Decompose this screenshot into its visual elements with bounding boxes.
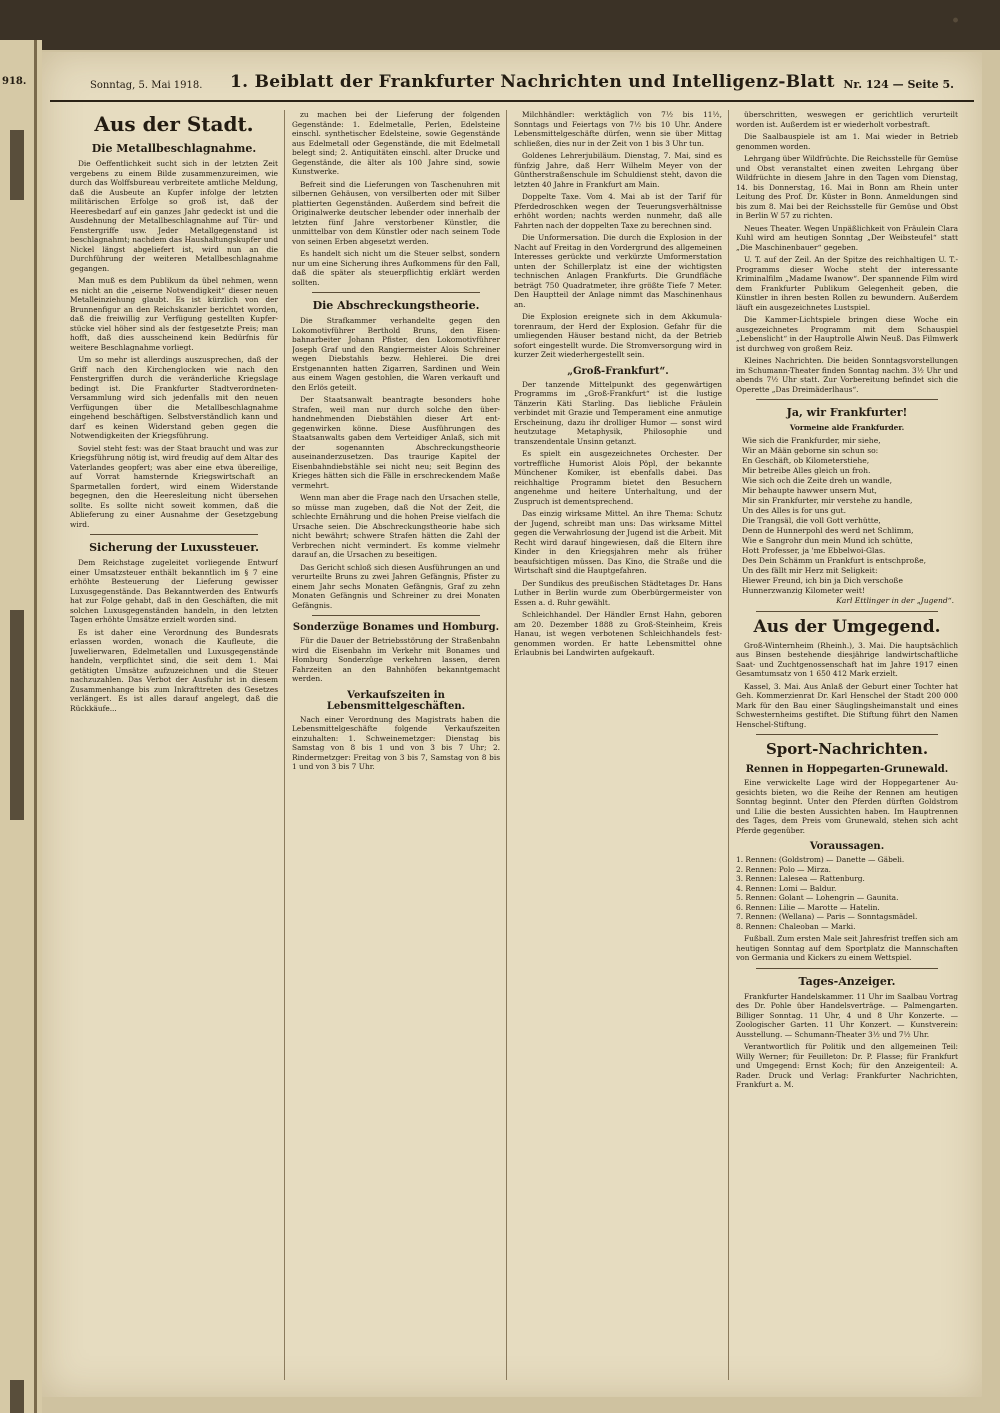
- supplement-title: 1. Beiblatt der Frankfurter Nachrichten und Intelligenz-Blatt: [230, 72, 835, 92]
- poem-line: Die Trangsäl, die voll Gott verhütte,: [742, 515, 881, 525]
- paragraph: Die Strafkammer verhandelte gegen den Lokomotivführer Berthold Bruns, den Eisenbahnarbeiter Johann Pfister, den Lokomotivführer Joseph Graf und den Rangiermeister Alois Schreiner wegen Diebstahls bezw. Hehlerei. Die drei Erstgenannten hatten Zigarren, Sardinen und Wein aus einem Wagen gestohlen, die Waren verkauft und den Erlös geteilt.: [292, 316, 500, 392]
- column-1: [70, 110, 278, 1380]
- poem-line: Wie sich och die Zeite dreh un wandle,: [742, 475, 892, 485]
- paragraph: Wenn man aber die Frage nach den Ursachen stelle, so müsse man zugeben, daß die Not der Zeit, die schlechte Ernährung und die hohen Preise vielfach die Ursache seien. Die Abschreckungstheorie habe sich nicht bewährt; schwere Strafen hätten die Zahl der Verbrechen nicht vermindert. Es komme vielmehr darauf an, die Ursachen zu beseitigen.: [292, 493, 500, 559]
- race-tip: 2. Rennen: Polo — Mirza.: [736, 864, 831, 874]
- paragraph: Befreit sind die Lieferungen von Taschenuhren mit silbernen Gehäusen, von versilberten oder mit Silber plattierten Gegenständen. Außerdem sind befreit die Originalwerke deutscher lebender oder innerhalb der letzten fünf Jahre verstorbener Künstler, die unmittelbar von dem Künstler oder nach seinem Tode von seinen Erben abgesetzt werden.: [292, 179, 500, 246]
- issue-date: Sonntag, 5. Mai 1918.: [90, 80, 203, 91]
- race-tip: 4. Rennen: Lomi — Baldur.: [736, 883, 837, 893]
- previous-page-ornament: [10, 1380, 24, 1413]
- poem-line: Hott Professer, ja 'me Ebbelwoi-Glas.: [742, 545, 886, 555]
- poem-line: Hunnerzwanzig Kilometer weit!: [742, 585, 865, 595]
- divider: [756, 399, 938, 400]
- masthead: [50, 70, 974, 102]
- column-4: [736, 110, 958, 1380]
- paragraph: U. T. auf der Zeil. An der Spitze des reichhaltigen U. T.-Programms dieser Woche steht der interessante Kriminalfilm „Madame Iwanow“. Der spannende Film wird dem Frankfurter Publikum Gelegenheit geben, die Künstler in ihren besten Rollen zu bewundern. Außerdem läuft ein ausgezeichnetes Lustspiel.: [736, 255, 958, 312]
- paragraph: Der tanzende Mittelpunkt des gegenwärtigen Programms im „Groß-Frankfurt“ ist die lustige Tänzerin Käti Starling. Das liebliche Fräulein verbindet mit Grazie und Temperament eine anmutige Erscheinung, dazu ihr drolliger Humor — sonst wird heutzutage Metaphysik, Philosophie und transzendentale Unsinn getanzt.: [514, 379, 722, 446]
- column-rule: [728, 110, 729, 1380]
- paragraph: Die Oeffentlichkeit sucht sich in der letzten Zeit vergebens zu einem Bilde zusammenzureimen, wie durch das Wolffsbureau verbreitete amtliche Meldung, daß die Ausbeute an Kupfer infolge der letzten militärischen Erfolge so groß ist, daß der Heeresbedarf auf ein ganzes Jahr gedeckt ist und die Ausdehnung der Metallbeschlagnahme auf Tür- und Fenstergriffe usw. Jeder Metallgegenstand ist beschlagnahmt; nachdem das Haushaltungskupfer und Nickel längst abgeliefert ist, wird nun an die Durchführung der weiteren Metallbeschlagnahme gegangen.: [70, 159, 278, 273]
- article-title-abschreckung: Die Abschreckungstheorie.: [312, 299, 480, 312]
- paragraph: Fußball. Zum ersten Male seit Jahresfrist treffen sich am heutigen Sonntag auf dem Sportplatz die Mannschaften von Germania und Kickers zu einem Wettspiel.: [736, 934, 958, 962]
- poem-line: Wie e Sangrohr dun mein Mund ich schütte,: [742, 535, 913, 545]
- section-title-stadt: Aus der Stadt.: [94, 112, 254, 136]
- paragraph: Der Sundikus des preußischen Städtetages Dr. Hans Luther in Berlin wurde zum Oberbürgermeister von Essen a. d. Ruhr gewählt.: [514, 578, 722, 607]
- divider: [312, 615, 480, 616]
- paragraph: Der Staatsanwalt beantragte besonders hohe Strafen, weil man nur durch solche den überhandnehmenden Diebstählen dieser Art entgegenwirken könne. Diese Ausführungen des Staatsanwalts gaben dem Verteidiger Anlaß, sich mit der sogenannten Abschreckungstheorie auseinanderzusetzen. Das traurige Kapitel der Eisenbahndiebstähle sei nicht neu; seit Beginn des Krieges hätten sich die Fälle in erschreckendem Maße vermehrt.: [292, 395, 500, 490]
- paragraph: Frankfurter Handelskammer. 11 Uhr im Saalbau Vortrag des Dr. Pohle über Handelsverträge. — Palmengarten. Billiger Sonntag. 11 Uhr, 4 und 8 Uhr Konzerte. — Zoologischer Garten. 11 Uhr Konzert. — Kunstverein: Ausstellung. — Schumann-Theater 3½ und 7½ Uhr.: [736, 991, 958, 1039]
- poem-line: Wir an Mään geborne sin schun so:: [742, 445, 879, 455]
- poem-signature: Karl Ettlinger in der „Jugend“.: [836, 595, 954, 605]
- poem-title: Ja, wir Frankfurter!: [786, 406, 908, 419]
- divider: [756, 611, 938, 612]
- previous-page-ornament: [10, 610, 24, 820]
- subheading-gross-frankfurt: „Groß-Frankfurt“.: [567, 365, 669, 377]
- paragraph: zu machen bei der Lieferung der folgenden Gegenstände: 1. Edelmetalle, Perlen, Edelsteine einschl. synthetischer Edelsteine, sowie Gegenstände aus Edelmetall oder Gegenstände, die mit Edelmetall belegt sind; 2. Antiquitäten einschl. alter Drucke und Gegenstände, die älter als 100 Jahre sind, sowie Kunstwerke.: [292, 110, 500, 176]
- poem-line: Des Dein Schämm un Frankfurt is entschproße,: [742, 555, 927, 565]
- race-tip: 8. Rennen: Chaleoban — Marki.: [736, 921, 856, 931]
- paragraph: Für die Dauer der Betriebsstörung der Straßenbahn wird die Eisenbahn im Verkehr mit Bonames und Homburg Sonderzüge verkehren lassen, deren Fahrzeiten an den Bahnhöfen bekanntgemacht werden.: [292, 636, 500, 683]
- newspaper-page: [42, 52, 982, 1397]
- divider: [312, 292, 480, 293]
- section-title-umgegend: Aus der Umgegend.: [753, 616, 941, 637]
- column-3: [514, 110, 722, 1380]
- article-title-luxussteuer: Sicherung der Luxussteuer.: [89, 541, 259, 554]
- section-title-tages-anzeiger: Tages-Anzeiger.: [798, 974, 896, 988]
- subheading-sonderzuege: Sonderzüge Bonames und Homburg.: [292, 622, 500, 633]
- paragraph: Groß-Winternheim (Rheinh.), 3. Mai. Die hauptsächlich aus Binsen bestehende diesjährige landwirtschaftliche Saat- und Zuchtgenossenschaft hat im Jahre 1917 einen Gesamtumsatz von 1 650 412 Mark erzielt.: [736, 640, 958, 678]
- imprint: Verantwortlich für Politik und den allgemeinen Teil: Willy Werner; für Feuilleton: Dr. P. Flasse; für Frankfurt und Umgegend: Ernst Koch; für den Anzeigenteil: A. Rader. Druck und Verlag: Frankfurter Nachrichten, Frankfurt a. M.: [736, 1042, 958, 1089]
- poem-subtitle: Vormeine alde Frankfurder.: [789, 423, 905, 432]
- divider: [756, 968, 938, 969]
- previous-page-ornament: [10, 130, 24, 200]
- subheading-verkaufszeiten: Verkaufszeiten in Lebensmittelgeschäften.: [326, 689, 466, 712]
- poem-line: Un des Alles is for uns gut.: [742, 505, 846, 515]
- paragraph: Lehrgang über Wildfrüchte. Die Reichsstelle für Gemüse und Obst veranstaltet einen zweiten Lehrgang über Wildfrüchte in diesem Jahre in den Tagen vom Dienstag, 14. bis Donnerstag, 16. Mai in Bonn am Rhein unter Leitung des Prof. Dr. Küster in Bonn. Anmeldungen sind bis zum 8. Mai bei der Reichsstelle für Gemüse und Obst in Berlin W 57 zu richten.: [736, 154, 958, 220]
- poem-line: Mir behaupte hawwer unsern Mut,: [742, 485, 877, 495]
- race-tip: 6. Rennen: Lilie — Marotte — Hatelin.: [736, 902, 880, 912]
- poem-line: Hiewer Freund, ich bin ja Dich verschoße: [742, 575, 903, 585]
- paragraph: Es ist daher eine Verordnung des Bundesrats erlassen worden, wonach die Kaufleute, die Juwelierwaren, Edelmetallen und Luxusgegenstände handeln, verpflichtet sind, die seit dem 1. Mai getätigten Umsätze aufzuzeichnen und die Steuer nachzuzahlen. Das Verbot der Ausfuhr ist in diesem Zusammenhange bis zum Inkrafttreten des Gesetzes verlängert. Es ist alles darauf angelegt, daß die Rückkäufe...: [70, 627, 278, 713]
- subheading-voraussagen: Voraussagen.: [809, 841, 885, 852]
- divider: [90, 534, 258, 535]
- paragraph: Neues Theater. Wegen Unpäßlichkeit von Fräulein Clara Kuhl wird am heutigen Sonntag „Der Weibsteufel“ statt „Die Maschinenbauer“ gegeben.: [736, 223, 958, 252]
- paragraph: Die Unformersation. Die durch die Explosion in der Nacht auf Freitag in den Vordergrund des allgemeinen Interesses gerückte und verkürzte Umformerstation unten der Schillerplatz ist eine der wichtigsten technischen Anlagen Frankfurts. Die Grundfläche beträgt 750 Quadratmeter, ihre größte Tiefe 7 Meter. Den Hauptteil der Anlage nimmt das Maschinenhaus an.: [514, 233, 722, 309]
- paragraph: Um so mehr ist allerdings auszusprechen, daß der Griff nach den Kirchenglocken wie nach den Fenstergriffen durch die veränderliche Kriegslage bedingt ist. Die Frankfurter Stadtverordneten-Versammlung wird sich jedenfalls mit den neuen Verfügungen über die Metallbeschlagnahme eingehend beschäftigen. Selbstverständlich kann und darf es keinen Widerstand geben gegen die Notwendigkeiten der Kriegsführung.: [70, 355, 278, 440]
- poem-line: En Geschäft, ob Kilometerstiehe,: [742, 455, 870, 465]
- poem: [736, 436, 958, 596]
- section-title-sport: Sport-Nachrichten.: [765, 740, 929, 758]
- previous-page-header-fragment: 918.: [2, 76, 27, 87]
- paragraph: Milchhändler: werktäglich von 7½ bis 11½, Sonntags und Feiertags von 7½ bis 10 Uhr. Andere Lebensmittelgeschäfte dürfen, wenn sie über Mittag schließen, dies nur in der Zeit von 1 bis 3 Uhr tun.: [514, 110, 722, 148]
- paragraph: Die Saalbauspiele ist am 1. Mai wieder in Betrieb genommen worden.: [736, 132, 958, 151]
- paragraph: Es handelt sich nicht um die Steuer selbst, sondern nur um eine Sicherung ihres Aufkommens für den Fall, daß die später als steuerpflichtig erklärt werden sollten.: [292, 249, 500, 287]
- paragraph: Kleines Nachrichten. Die beiden Sonntagsvorstellungen im Schumann-Theater finden Sonntag nachm. 3½ Uhr und abends 7½ Uhr statt. Zur Vorbereitung befindet sich die Operette „Das Dreimäderlhaus“.: [736, 356, 958, 394]
- column-rule: [284, 110, 285, 1380]
- bleed-through-text: ·: [950, 6, 960, 36]
- paragraph: Doppelte Taxe. Vom 4. Mai ab ist der Tarif für Pferdedroschken wegen der Teuerungsverhältnisse erhöht worden; nachts werden nunmehr, daß alle Fahrten nach der doppelten Taxe zu berechnen sind.: [514, 192, 722, 230]
- race-tip: 5. Rennen: Golant — Lohengrin — Gaunita.: [736, 893, 899, 902]
- paragraph: Es spielt ein ausgezeichnetes Orchester. Der vortreffliche Humorist Alois Pöpl, der bekannte Münchener Komiker, ist ebenfalls dabei. Das reichhaltige Programm bietet den Besuchern angenehme und heitere Unterhaltung, und der Zuspruch ist dementsprechend.: [514, 449, 722, 506]
- paragraph: Man muß es dem Publikum da übel nehmen, wenn es nicht an die „eiserne Notwendigkeit“ dieser neuen Metalleinziehung glaubt. Es ist kürzlich von der Brunnenfigur an den Reichskanzler berichtet worden, daß die freiwillig zur Verfügung gestellten Kupferstücke viel höher sind als der festgesetzte Preis; man hofft, daß dies ausscheinend kein Bedürfnis für weitere Beschlagnahme vorliegt.: [70, 276, 278, 352]
- paragraph: Das einzig wirksame Mittel. An ihre Thema: Schutz der Jugend, schreibt man uns: Das wirksame Mittel gegen die Verwahrlosung der Jugend ist die Arbeit. Mit Recht wird darauf hingewiesen, daß die Eltern ihre Kinder in den Kriegsjahren mehr als früher beaufsichtigen müssen. Das Kino, die Straße und die Wirtschaft sind die Hauptgefahren.: [514, 509, 722, 575]
- paragraph: Das Gericht schloß sich diesen Ausführungen an und verurteilte Bruns zu zwei Jahren Gefängnis, Pfister zu einem Jahr sechs Monaten Gefängnis, Graf zu zehn Monaten Gefängnis und Schreiner zu drei Monaten Gefängnis.: [292, 562, 500, 610]
- page-fold: [34, 40, 37, 1413]
- paragraph: Die Kammer-Lichtspiele bringen diese Woche ein ausgezeichnetes Programm mit dem Schauspiel „Lebenslicht“ in der Hauptrolle Alwin Neuß. Das Filmwerk ist durchweg von großem Reiz.: [736, 315, 958, 353]
- race-tip: 1. Rennen: (Goldstrom) — Danette — Gäbeli.: [736, 855, 905, 864]
- paragraph: Eine verwickelte Lage wird der Hoppegartener Augesichts bieten, wo die Reihe der Rennen am heutigen Sonntag beginnt. Unter den Pferden dürften Goldstrom und Lilie die besten Aussichten haben. Im Hauptrennen des Tages, dem Preis vom Grunewald, stehen sich acht Pferde gegenüber.: [736, 778, 958, 835]
- paragraph: Goldenes Lehrerjubiläum. Dienstag, 7. Mai, sind es fünfzig Jahre, daß Herr Wilhelm Meyer von der Güntherstraßenschule im Schuldienst steht, davon die letzten 40 Jahre in Frankfurt am Main.: [514, 151, 722, 189]
- previous-page-edge: [0, 40, 42, 1413]
- divider: [756, 734, 938, 735]
- paragraph: Die Explosion ereignete sich in dem Akkumulatorenraum, der Herd der Explosion. Gefahr für die umliegenden Häuser bestand nicht, da der Betrieb sofort eingestellt wurde. Die Stromversorgung wird in kurzer Zeit wiederhergestellt sein.: [514, 312, 722, 359]
- paragraph: Nach einer Verordnung des Magistrats haben die Lebensmittelgeschäfte folgende Verkaufszeiten einzuhalten: 1. Schweinemetzger: Dienstag bis Samstag von 8 bis 1 und von 3 bis 7 Uhr; 2. Rindermetzger: Freitag von 3 bis 7, Samstag von 8 bis 1 und von 3 bis 7 Uhr.: [292, 714, 500, 771]
- poem-line: Mir betreibe Alles gleich un froh.: [742, 465, 871, 475]
- paragraph: Schleichhandel. Der Händler Ernst Hahn, geboren am 20. Dezember 1888 zu Groß-Steinheim, Kreis Hanau, ist wegen verbotenen Schleichhandels festgenommen worden. Er hatte Lebensmittel ohne Erlaubnis bei Landwirten aufgekauft.: [514, 610, 722, 657]
- subheading-hoppegarten: Rennen in Hoppegarten-Grunewald.: [745, 764, 949, 775]
- race-tip: 3. Rennen: Lalesea — Rattenburg.: [736, 874, 865, 883]
- column-2: [292, 110, 500, 1380]
- poem-line: Wie sich die Frankfurder, mir siehe,: [742, 435, 881, 445]
- paragraph: Kassel, 3. Mai. Aus Anlaß der Geburt einer Tochter hat Geh. Kommerzienrat Dr. Karl Henschel der Stadt 200 000 Mark für den Bau einer Säuglingsheimanstalt und eines Schwesternheims gestiftet. Die Stiftung führt den Namen Henschel-Stiftung.: [736, 681, 958, 729]
- poem-line: Mir sin Frankfurter, mir verstehe zu handle,: [742, 495, 913, 505]
- article-title-metall: Die Metallbeschlagnahme.: [91, 142, 257, 155]
- race-tips-list: [736, 855, 958, 931]
- paragraph: Dem Reichstage zugeleitet vorliegende Entwurf einer Umsatzsteuer enthält bekanntlich im § 7 eine erhöhte Besteuerung der Lieferung gewisser Luxusgegenstände. Das Bekanntwerden des Entwurfs hat zur Folge gehabt, daß in den Geschäften, die mit solchen Luxusgegenständen handeln, in den letzten Tagen erhöhte Umsätze erzielt worden sind.: [70, 558, 278, 624]
- race-tip: 7. Rennen: (Wellana) — Paris — Sonntagsmädel.: [736, 912, 918, 921]
- poem-line: Un des fällt mir Herz mit Seligkeit:: [742, 565, 878, 575]
- column-rule: [506, 110, 507, 1380]
- paragraph: überschritten, weswegen er gerichtlich verurteilt worden ist. Außerdem ist er wiederholt vorbestraft.: [736, 110, 958, 129]
- top-shadow: [0, 0, 1000, 50]
- page-number: Nr. 124 — Seite 5.: [843, 78, 954, 91]
- paragraph: Soviel steht fest: was der Staat braucht und was zur Kriegsführung nötig ist, wird freudig auf dem Altar des Vaterlandes geopfert; was aber eine etwa übereilige, auf Vorrat hamsternde Kriegswirtschaft an Sparmetallen fordert, wird einem Widerstande begegnen, den die Heeresleitung nicht übersehen sollte. Es sollte nicht soweit kommen, daß die Ablieferung zu einer Ausnahme der Gesetzgebung wird.: [70, 443, 278, 529]
- poem-line: Denn de Hunnerpohl des werd net Schlimm,: [742, 525, 914, 535]
